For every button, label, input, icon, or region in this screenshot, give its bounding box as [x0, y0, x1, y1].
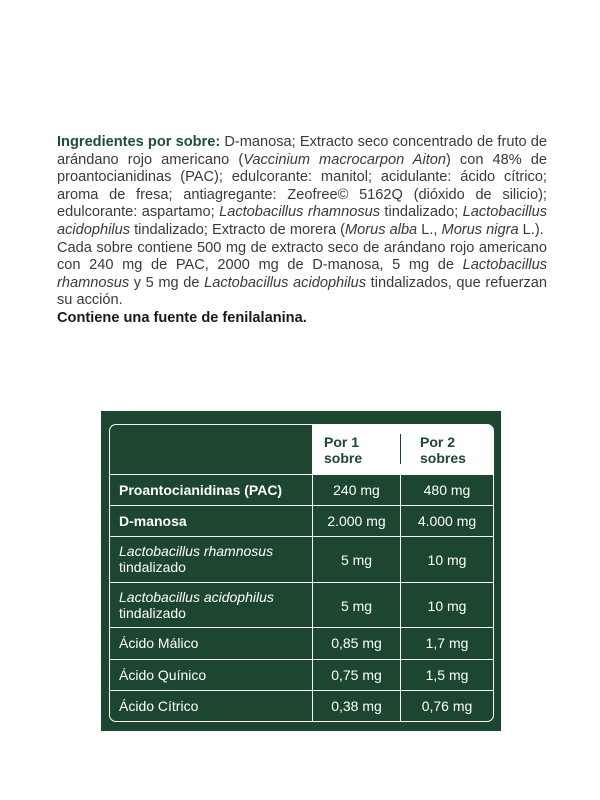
ingredients-text-part: tindalizado; Extracto de morera (: [130, 221, 345, 238]
ingredients-paragraph: [57, 134, 547, 240]
ingredients-text-part: D-manosa; Extracto seco concentrado de fruto de arándano rojo americano (: [57, 134, 547, 168]
header-divider: [400, 434, 401, 464]
species-name: Lactobacillus acidophilus: [57, 204, 548, 238]
value-per-1: 0,75 mg: [331, 667, 382, 683]
value-per-1: 0,38 mg: [331, 698, 382, 714]
value-per-2: 4.000 mg: [417, 513, 477, 529]
ingredients-text-part: L.,: [417, 221, 442, 238]
row-name-line: tindalizado: [119, 559, 186, 575]
header-per-1-sachet: [324, 434, 362, 466]
header-per-2-sachets: [420, 434, 466, 466]
phenylalanine-warning: Contiene una fuente de fenilalanina.: [57, 309, 307, 326]
row-divider: [109, 474, 494, 475]
species-name: Lactobacillus rhamnosus: [57, 257, 547, 291]
header-line: Por 2: [420, 434, 456, 450]
row-name: D-manosa: [119, 513, 187, 529]
row-name: Ácido Málico: [119, 635, 199, 651]
row-divider: [109, 536, 494, 537]
row-divider: [109, 505, 494, 506]
row-divider: [109, 582, 494, 583]
species-name: Vaccinium macrocarpon Aiton: [243, 151, 446, 168]
species-name: Lactobacillus acidophilus: [204, 274, 367, 291]
row-divider: [109, 690, 494, 691]
value-per-2: 1,7 mg: [425, 635, 469, 651]
row-divider: [109, 627, 494, 628]
value-per-2: 10 mg: [427, 552, 467, 568]
row-name: Proantocianidinas (PAC): [119, 482, 283, 498]
value-per-2: 480 mg: [423, 482, 471, 498]
row-name: [119, 543, 273, 575]
ingredients-text-part: ) con 48% de proantocianidinas (PAC); edulcorante: manitol; acidulante: ácido cítrico; aroma de fresa; antiagregante: Zeofree© 5162Q (dióxido de silicio); edulcorante: aspartamo;: [57, 151, 548, 221]
species-name: Morus alba: [344, 221, 418, 238]
ingredients-text-part: L.).: [518, 221, 544, 238]
value-per-2: 10 mg: [427, 598, 467, 614]
row-name: [119, 589, 274, 621]
row-name-line: Lactobacillus acidophilus: [119, 589, 274, 605]
species-name: Lactobacillus rhamnosus: [219, 204, 381, 221]
value-per-1: 5 mg: [340, 552, 373, 568]
header-line: Por 1: [324, 434, 360, 450]
content-paragraph: [57, 240, 547, 310]
row-divider: [109, 659, 494, 660]
content-text-part: y 5 mg de: [129, 274, 205, 291]
value-per-1: 5 mg: [340, 598, 373, 614]
ingredients-label: Ingredientes por sobre:: [57, 134, 221, 150]
value-per-2: 1,5 mg: [425, 667, 469, 683]
row-name: Ácido Quínico: [119, 667, 207, 683]
value-per-2: 0,76 mg: [421, 698, 473, 714]
content-text-part: tindalizados, que refuerzan su acción.: [57, 274, 547, 309]
ingredients-text-part: tindalizado;: [380, 204, 463, 221]
row-name-line: tindalizado: [119, 605, 186, 621]
row-name: Ácido Cítrico: [119, 698, 199, 714]
row-name-line: Lactobacillus rhamnosus: [119, 543, 274, 559]
value-per-1: 0,85 mg: [331, 635, 382, 651]
header-line: sobre: [324, 450, 363, 466]
value-per-1: 240 mg: [333, 482, 380, 498]
ingredients-text: [57, 134, 547, 328]
content-text-part: Cada sobre contiene 500 mg de extracto seco de arándano rojo americano con 240 mg de PAC, 2000 mg de D-manosa, 5 mg de: [57, 239, 547, 274]
header-line: sobres: [420, 450, 466, 466]
species-name: Morus nigra: [441, 221, 519, 238]
value-per-1: 2.000 mg: [327, 513, 386, 529]
